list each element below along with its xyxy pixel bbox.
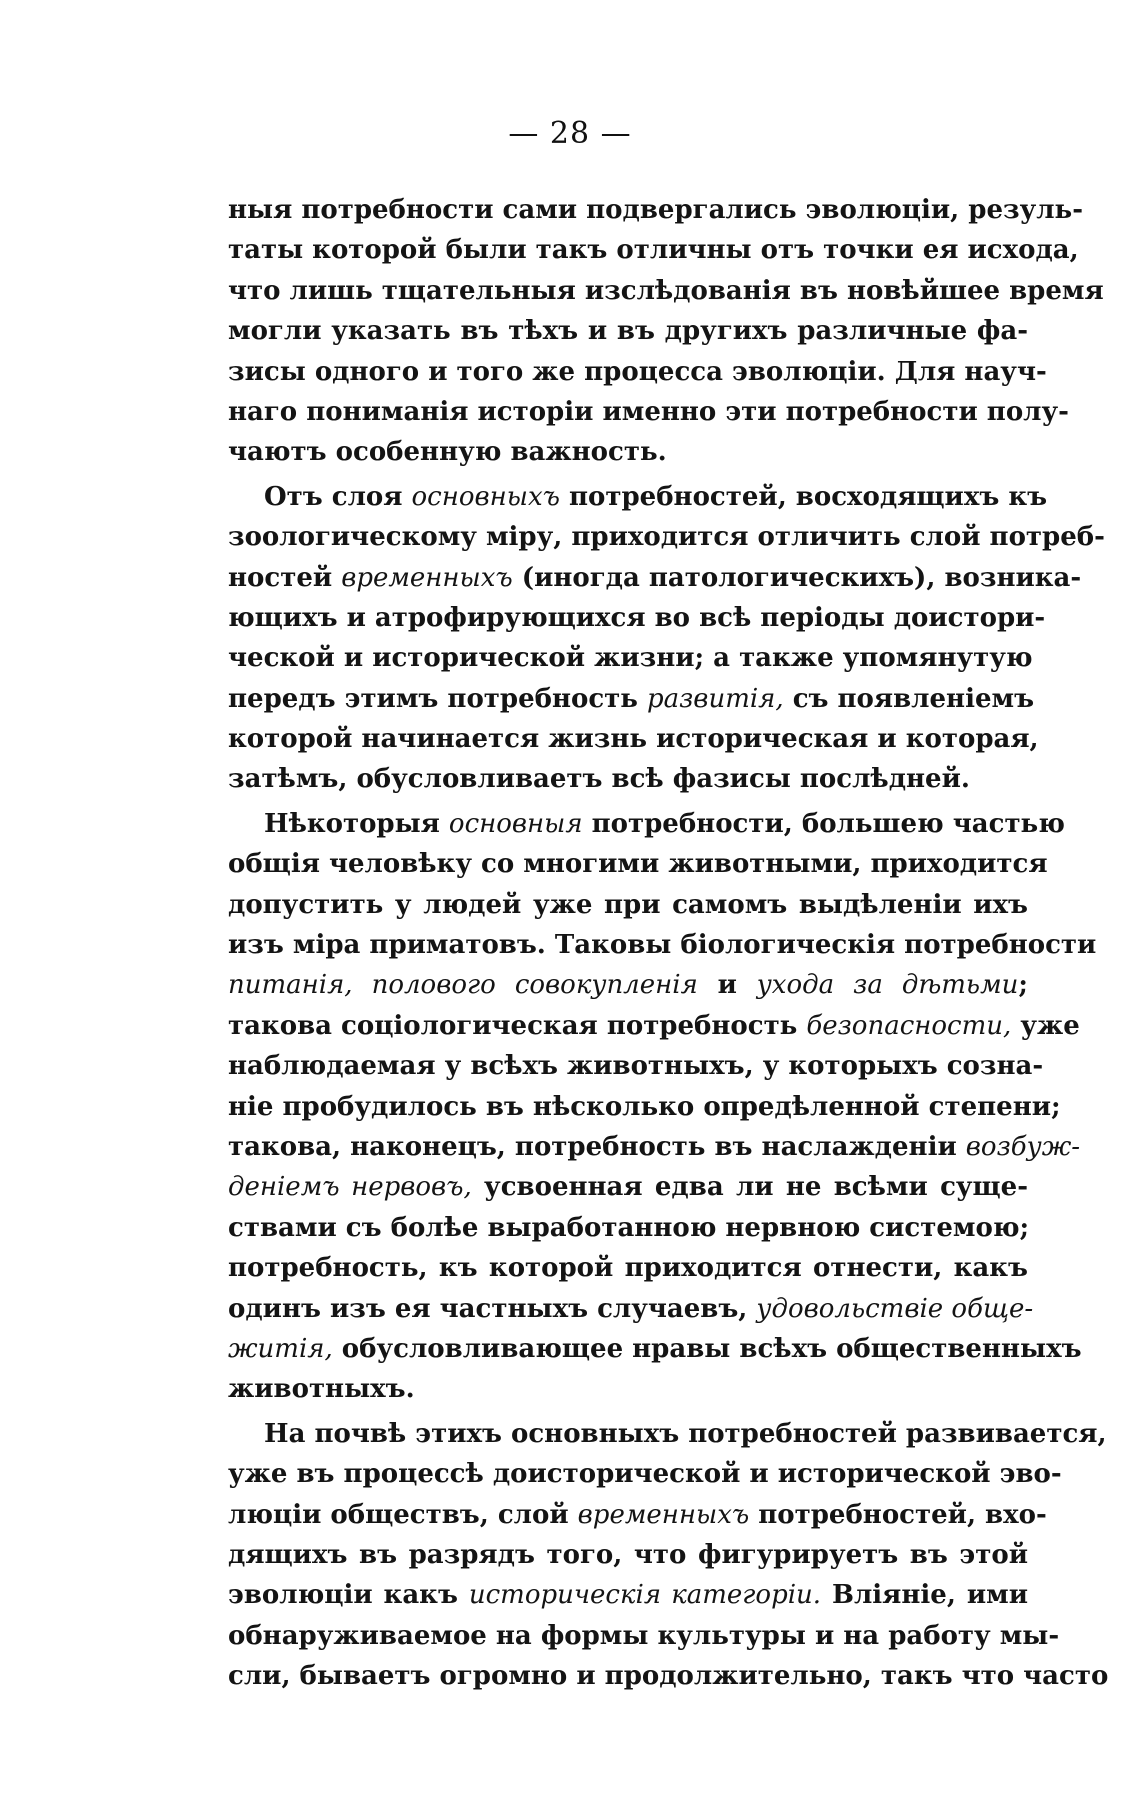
text-run: передъ этимъ потребность <box>228 683 647 714</box>
paragraph <box>228 1414 1109 1697</box>
text-line <box>228 965 1028 1005</box>
text-line <box>228 432 1028 472</box>
text-run: общія человѣку со многими животными, приходится <box>228 849 1048 880</box>
text-line <box>228 598 1046 638</box>
text-line <box>228 1495 1047 1535</box>
text-run: (иногда патологическихъ), возника- <box>512 562 1082 593</box>
italic-text-run: историческія категоріи. <box>468 1580 822 1611</box>
text-run: зисы одного и того же процесса эволюціи. Для науч- <box>228 356 1047 387</box>
italic-text-run: безопасности, <box>806 1010 1012 1041</box>
text-run: такова, наконецъ, потребность въ наслажденіи <box>228 1131 966 1162</box>
text-run: потребностей, восходящихъ къ <box>559 481 1048 512</box>
text-run: дящихъ въ разрядъ того, что фигурируетъ въ этой <box>228 1539 1028 1570</box>
text-run: зоологическому міру, приходится отличить слой потреб- <box>228 522 1105 553</box>
text-run: такова соціологическая потребность <box>228 1010 807 1041</box>
text-line <box>228 1616 1060 1656</box>
paragraph <box>228 190 1104 473</box>
text-run: люціи обществъ, слой <box>228 1499 578 1530</box>
text-run: обусловливающее нравы всѣхъ общественныхъ <box>332 1333 1082 1364</box>
text-line <box>228 844 1048 884</box>
text-run: Отъ слоя <box>264 481 412 512</box>
text-line <box>228 190 1083 230</box>
paragraph <box>228 477 1105 800</box>
text-run: ствами съ болѣе выработанною нервною системою; <box>228 1212 1030 1243</box>
italic-text-run: основныхъ <box>411 481 560 512</box>
text-run: ющихъ и атрофирующихся во всѣ періоды доистори- <box>228 602 1046 633</box>
text-run: чаютъ особенную важность. <box>228 437 667 468</box>
text-line <box>228 638 1033 678</box>
text-run: изъ міра приматовъ. Таковы біологическія потребности <box>228 930 1097 961</box>
text-run: что лишь тщательныя изслѣдованія въ новѣйшее время <box>228 275 1104 306</box>
text-run: усвоенная едва ли не всѣми суще- <box>471 1172 1029 1203</box>
text-line <box>228 1248 1028 1288</box>
text-line <box>228 1656 1109 1696</box>
text-line <box>228 477 1048 517</box>
italic-text-run: житія, <box>228 1333 333 1364</box>
italic-text-run: ухода за дѣтьми <box>756 970 1019 1001</box>
italic-text-run: удовольствіе обще- <box>756 1293 1034 1324</box>
text-run: ніе пробудилось въ нѣсколько опредѣленной степени; <box>228 1091 1061 1122</box>
text-run: потребностей, вхо- <box>749 1499 1047 1530</box>
italic-text-run: основныя <box>448 808 583 839</box>
text-line <box>228 679 1035 719</box>
text-line <box>228 311 1028 351</box>
text-run: ; <box>1018 970 1028 1001</box>
text-run: эволюціи какъ <box>228 1580 469 1611</box>
text-run: уже въ процессѣ доисторической и исторической эво- <box>228 1459 1062 1490</box>
text-run: ческой и исторической жизни; а также упомянутую <box>228 643 1033 674</box>
text-line <box>228 517 1105 557</box>
text-line <box>228 1046 1044 1086</box>
italic-text-run: временныхъ <box>341 562 513 593</box>
text-run: затѣмъ, обусловливаетъ всѣ фазисы послѣдней. <box>228 764 970 795</box>
text-run: таты которой были такъ отличны отъ точки ея исхода, <box>228 235 1079 266</box>
text-line <box>228 1535 1028 1575</box>
text-line <box>228 271 1104 311</box>
text-line <box>228 558 1082 598</box>
text-run: Нѣкоторыя <box>264 808 449 839</box>
text-run: ныя потребности сами подвергались эволюціи, резуль- <box>228 195 1083 225</box>
text-run: допустить у людей уже при самомъ выдѣленіи ихъ <box>228 889 1028 920</box>
text-run: наблюдаемая у всѣхъ животныхъ, у которыхъ созна- <box>228 1051 1044 1082</box>
italic-text-run: возбуж- <box>965 1131 1081 1162</box>
text-run: съ появленіемъ <box>783 683 1035 714</box>
text-run: уже <box>1011 1010 1080 1041</box>
text-run: ностей <box>228 562 342 593</box>
text-line <box>228 719 1039 759</box>
italic-text-run: временныхъ <box>577 1499 750 1530</box>
italic-text-run: развитія, <box>646 683 784 714</box>
text-line <box>228 1454 1062 1494</box>
text-line <box>228 1006 1080 1046</box>
text-run: обнаруживаемое на формы культуры и на работу мы- <box>228 1620 1060 1651</box>
paragraph <box>228 804 1097 1410</box>
text-run: Вліяніе, ими <box>821 1580 1029 1611</box>
text-line <box>228 1289 1034 1329</box>
text-run: животныхъ. <box>228 1374 415 1405</box>
text-run: сли, бываетъ огромно и продолжительно, такъ что часто <box>228 1661 1109 1692</box>
text-run: могли указать въ тѣхъ и въ другихъ различные фа- <box>228 316 1028 347</box>
text-line <box>228 1167 1028 1207</box>
text-line <box>228 1087 1061 1127</box>
italic-text-run: питанія, полового совокупленія <box>228 970 698 1001</box>
text-line <box>228 1208 1028 1248</box>
text-run: потребности, большею частью <box>582 808 1065 839</box>
text-line <box>228 1575 1028 1615</box>
italic-text-run: деніемъ нервовъ, <box>228 1172 472 1203</box>
text-line <box>228 392 1069 432</box>
text-run: потребность, къ которой приходится отнести, какъ <box>228 1253 1028 1284</box>
body-text <box>228 190 1109 1696</box>
text-run: наго пониманія исторіи именно эти потребности полу- <box>228 396 1069 427</box>
text-line <box>228 925 1097 965</box>
text-line <box>228 352 1047 392</box>
text-line <box>228 1127 1081 1167</box>
page-number: — 28 — <box>508 116 632 151</box>
text-line <box>228 1329 1082 1369</box>
text-run: и <box>697 970 757 1001</box>
text-line <box>228 1414 1107 1454</box>
text-run: одинъ изъ ея частныхъ случаевъ, <box>228 1293 757 1324</box>
text-line <box>228 885 1028 925</box>
text-run: На почвѣ этихъ основныхъ потребностей развивается, <box>264 1418 1107 1449</box>
text-line <box>228 1369 1028 1409</box>
text-line <box>228 759 1028 799</box>
text-line <box>228 804 1065 844</box>
text-line <box>228 230 1079 270</box>
text-run: которой начинается жизнь историческая и которая, <box>228 724 1039 755</box>
